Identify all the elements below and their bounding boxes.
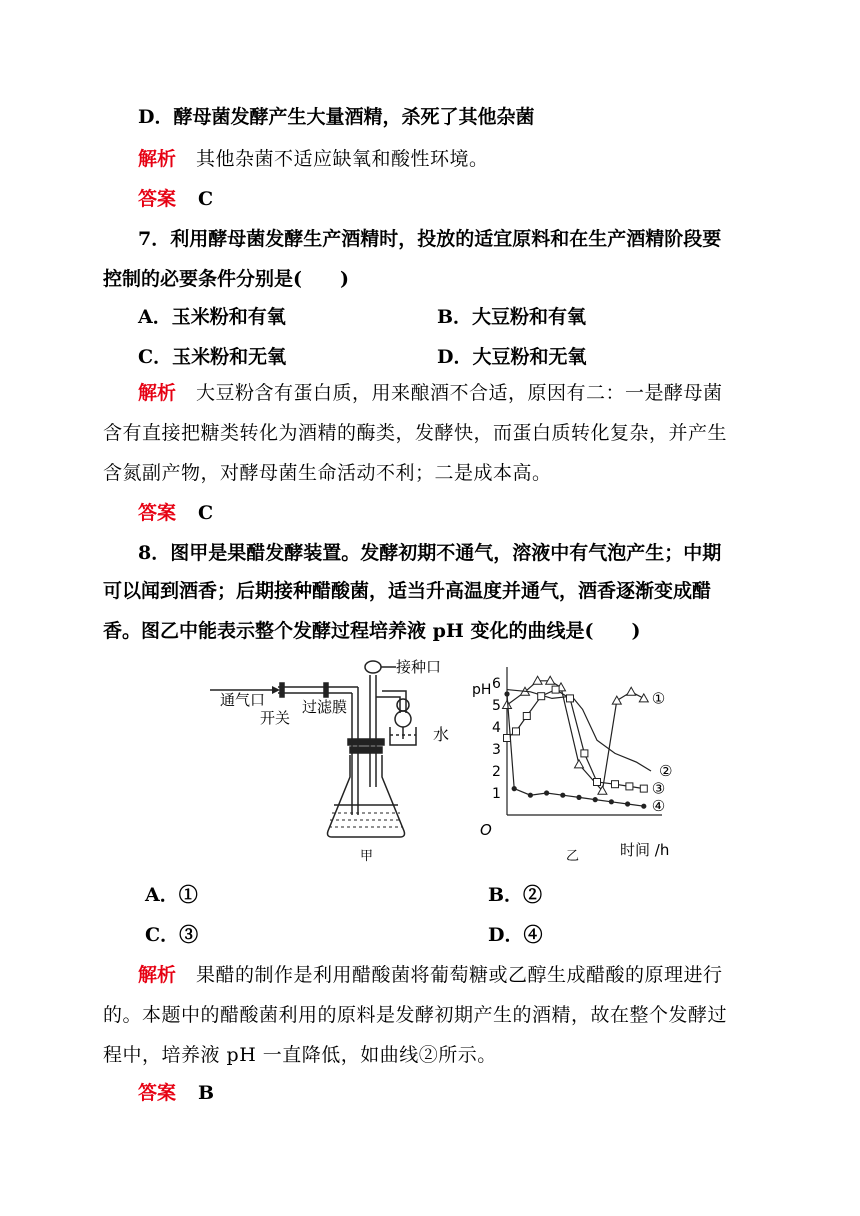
data-point	[576, 795, 581, 800]
q7-analysis-line-2: 含有直接把糖类转化为酒精的酶类，发酵快，而蛋白质转化复杂，并产生	[103, 422, 728, 444]
q7-option-a: A．玉米粉和有氧	[138, 306, 286, 328]
data-point	[528, 793, 533, 798]
q8-option-b: B．②	[488, 884, 543, 906]
q7-option-b: B．大豆粉和有氧	[437, 306, 587, 328]
q7-answer-line	[138, 500, 213, 526]
switch-icon	[280, 683, 284, 697]
q7-option-c: C．玉米粉和无氧	[138, 346, 287, 368]
q7-option-d: D．大豆粉和无氧	[437, 346, 587, 368]
q8-option-a: A．①	[145, 884, 198, 906]
q8-answer: B	[198, 1082, 215, 1104]
air-inlet-label: 通气口	[220, 691, 266, 709]
q7-analysis-text-1: 大豆粉含有蛋白质，用来酿酒不合适，原因有二：一是酵母菌	[196, 382, 723, 404]
y-tick-label: 3	[492, 742, 501, 758]
y-tick-label: 2	[492, 764, 501, 780]
data-point	[627, 687, 636, 695]
data-point	[593, 797, 598, 802]
fermentation-apparatus	[210, 661, 416, 837]
q8-option-d: D．④	[488, 924, 543, 946]
series-line	[507, 690, 644, 789]
ph-chart	[472, 667, 672, 864]
q6-analysis-line	[138, 146, 489, 172]
data-point	[626, 783, 633, 790]
analysis-label: 解析	[138, 964, 177, 986]
q7-analysis-line-1	[138, 380, 723, 406]
q8-analysis-line-2: 的。本题中的醋酸菌利用的原料是发酵初期产生的酒精，故在整个发酵过	[103, 1004, 728, 1026]
filter-membrane-icon	[324, 683, 328, 697]
y-tick-label: 1	[492, 786, 501, 802]
q6-option-d: D．酵母菌发酵产生大量酒精，杀死了其他杂菌	[138, 106, 535, 128]
series-label: ③	[651, 779, 666, 798]
inoculation-port-icon	[365, 661, 381, 673]
answer-label: 答案	[138, 502, 177, 524]
switch-label: 开关	[260, 709, 291, 727]
q8-analysis-text-1: 果醋的制作是利用醋酸菌将葡萄糖或乙醇生成醋酸的原理进行	[196, 964, 723, 986]
data-point	[552, 686, 559, 693]
data-point	[560, 793, 565, 798]
filter-label: 过滤膜	[302, 698, 348, 716]
y-axis-label: pH	[472, 682, 492, 698]
answer-label: 答案	[138, 188, 177, 210]
data-point	[640, 785, 647, 792]
data-point	[609, 799, 614, 804]
origin-label: O	[480, 821, 492, 839]
data-point	[504, 691, 509, 696]
water-label: 水	[433, 725, 450, 744]
q8-stem-line-1: 8．图甲是果醋发酵装置。发酵初期不通气，溶液中有气泡产生；中期	[138, 542, 722, 564]
analysis-label: 解析	[138, 148, 177, 170]
data-point	[523, 713, 530, 720]
data-point	[544, 790, 549, 795]
apparatus-caption: 甲	[360, 849, 374, 864]
data-point	[538, 693, 545, 700]
y-tick-label: 5	[492, 698, 501, 714]
x-axis-label: 时间 /h	[620, 841, 670, 859]
data-point	[641, 804, 646, 809]
data-point	[567, 695, 574, 702]
data-point	[581, 750, 588, 757]
y-tick-label: 4	[492, 720, 501, 736]
q6-analysis-text: 其他杂菌不适应缺氧和酸性环境。	[196, 148, 489, 170]
q8-option-c: C．③	[145, 924, 199, 946]
flask-icon	[328, 755, 405, 837]
q8-answer-line	[138, 1080, 214, 1106]
data-point	[513, 728, 520, 735]
series-line	[507, 681, 644, 791]
analysis-label: 解析	[138, 382, 177, 404]
q6-answer-line	[138, 186, 213, 212]
q8-analysis-line-1	[138, 962, 723, 988]
series-line	[507, 690, 651, 771]
q7-analysis-line-3: 含氮副产物，对酵母菌生命活动不利；二是成本高。	[103, 462, 552, 484]
q7-answer: C	[198, 502, 214, 524]
inoculation-port-label: 接种口	[396, 658, 442, 676]
data-point	[594, 779, 601, 786]
q8-stem-line-2: 可以闻到酒香；后期接种醋酸菌，适当升高温度并通气，酒香逐渐变成醋	[103, 580, 712, 602]
series-label: ④	[651, 797, 666, 816]
data-point	[612, 781, 619, 788]
data-point	[512, 786, 517, 791]
answer-label: 答案	[138, 1082, 177, 1104]
q7-stem-line-1: 7．利用酵母菌发酵生产酒精时，投放的适宜原料和在生产酒精阶段要	[138, 228, 722, 250]
series-label: ②	[659, 762, 673, 780]
q8-analysis-line-3: 程中，培养液 pH 一直降低，如曲线②所示。	[103, 1044, 497, 1066]
series-label: ①	[651, 689, 666, 708]
y-tick-label: 6	[492, 676, 501, 692]
q6-answer: C	[198, 188, 214, 210]
data-point	[639, 694, 648, 702]
q8-figure	[210, 655, 690, 865]
data-point	[575, 760, 584, 768]
q8-stem-line-3: 香。图乙中能表示整个发酵过程培养液 pH 变化的曲线是( )	[103, 620, 641, 642]
q7-stem-line-2: 控制的必要条件分别是( )	[103, 268, 349, 290]
data-point	[625, 801, 630, 806]
chart-caption: 乙	[566, 849, 580, 864]
data-point	[612, 696, 621, 704]
data-point	[504, 735, 511, 742]
